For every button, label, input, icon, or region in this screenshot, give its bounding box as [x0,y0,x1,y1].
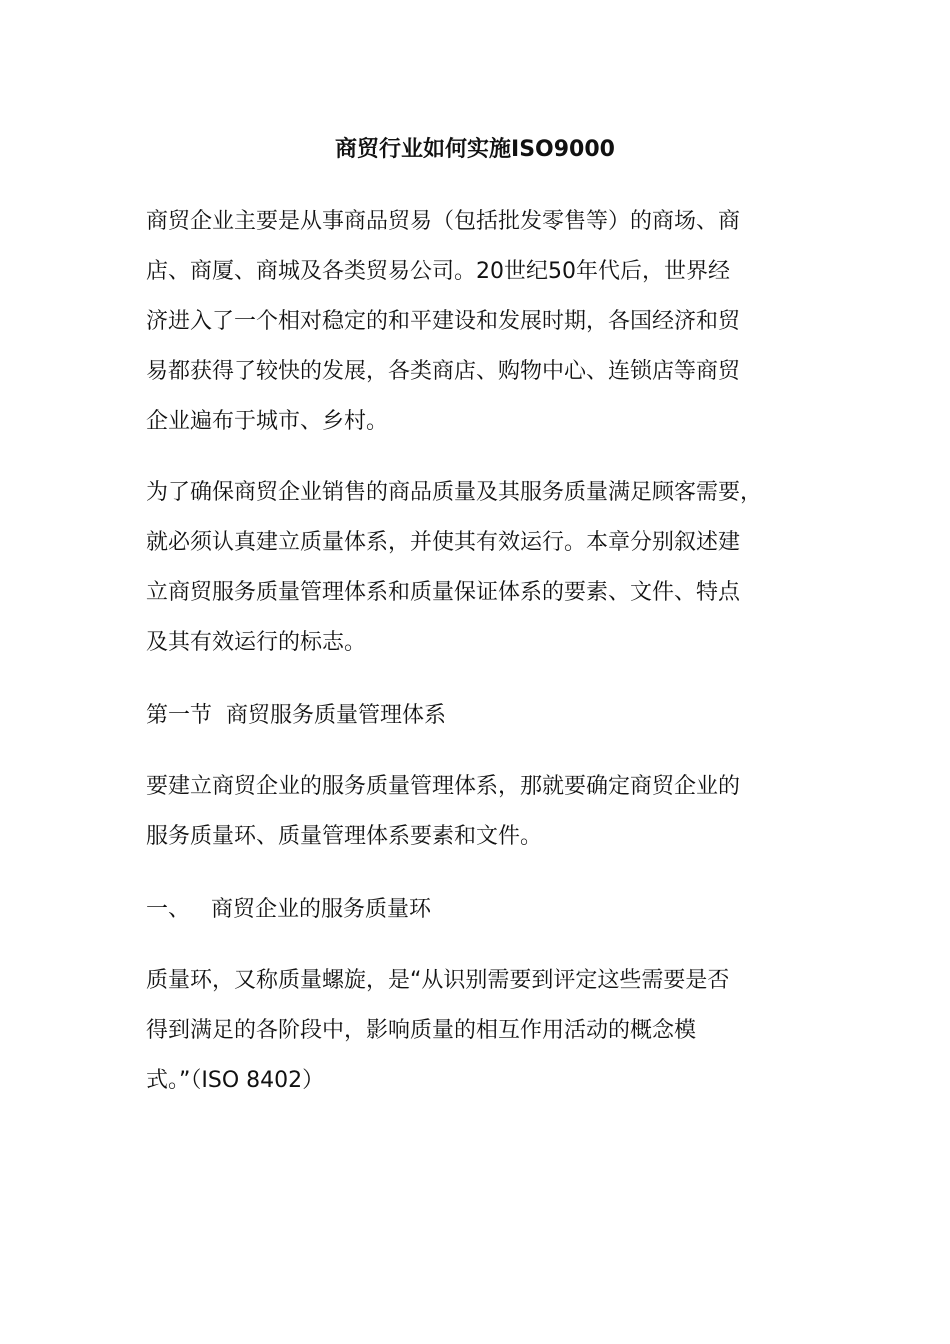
paragraph-line: 质量环，又称质量螺旋，是“从识别需要到评定这些需要是否 [146,968,730,993]
paragraph-line: 式。”（ISO 8402） [146,1068,325,1093]
paragraph-line: 得到满足的各阶段中，影响质量的相互作用活动的概念模 [146,1018,697,1043]
paragraph-line: 济进入了一个相对稳定的和平建设和发展时期，各国经济和贸 [146,309,741,334]
section-heading: 第一节 商贸服务质量管理体系 [146,703,446,728]
paragraph-line: 要建立商贸企业的服务质量管理体系，那就要确定商贸企业的 [146,774,741,799]
paragraph-line: 企业遍布于城市、乡村。 [146,409,389,434]
paragraph-line: 立商贸服务质量管理体系和质量保证体系的要素、文件、特点 [146,580,741,605]
paragraph-line: 为了确保商贸企业销售的商品质量及其服务质量满足顾客需要， [146,480,763,505]
paragraph-line: 易都获得了较快的发展，各类商店、购物中心、连锁店等商贸 [146,359,741,384]
paragraph-line: 就必须认真建立质量体系，并使其有效运行。本章分别叙述建 [146,530,741,555]
paragraph-line: 商贸企业主要是从事商品贸易（包括批发零售等）的商场、商 [146,209,741,234]
paragraph-line: 店、商厦、商城及各类贸易公司。20世纪50年代后，世界经 [146,259,730,284]
paragraph-line: 服务质量环、质量管理体系要素和文件。 [146,824,543,849]
subsection-heading: 一、 商贸企业的服务质量环 [146,897,431,922]
paragraph-line: 及其有效运行的标志。 [146,630,367,655]
document-title: 商贸行业如何实施ISO9000 [335,137,615,162]
